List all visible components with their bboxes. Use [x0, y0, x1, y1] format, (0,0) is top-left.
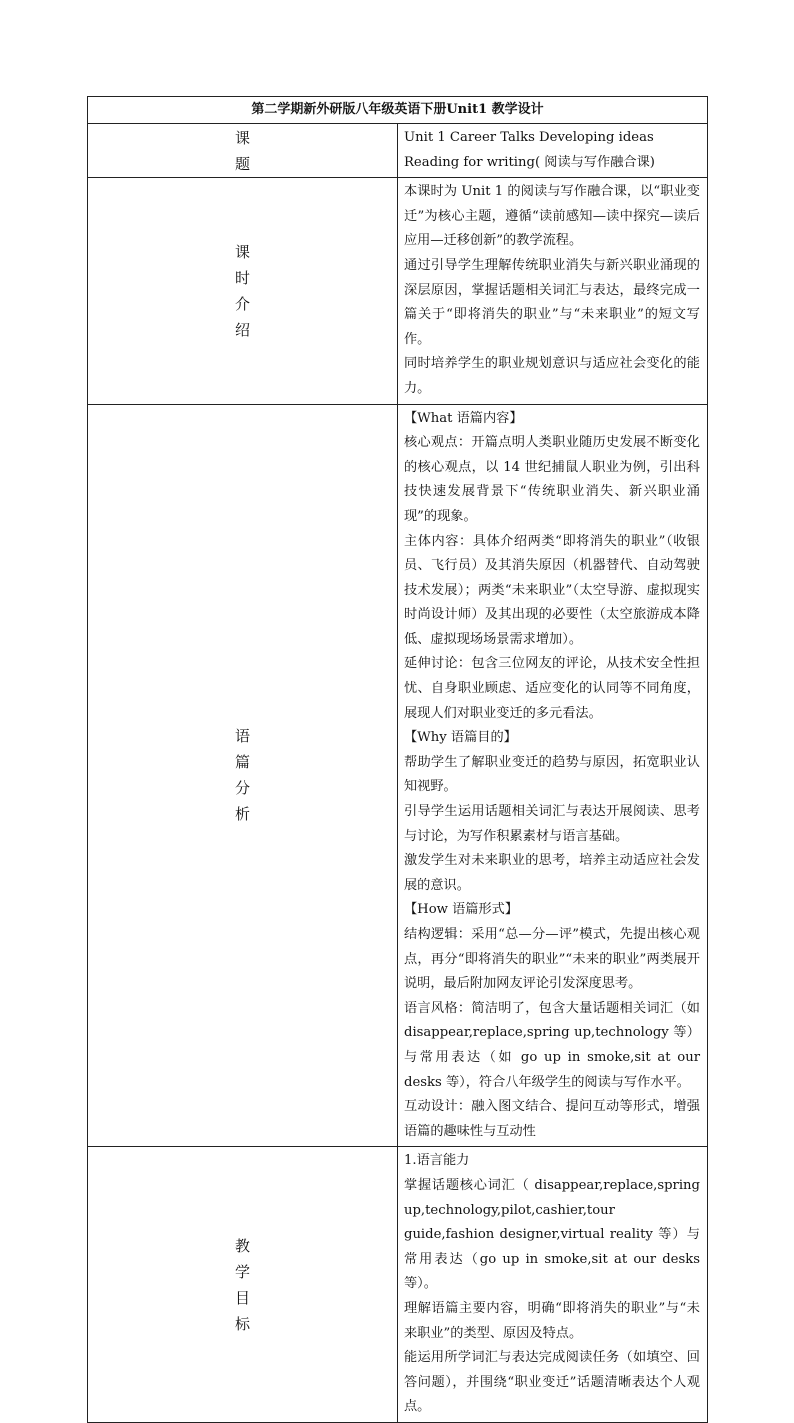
intro-paragraph: 本课时为 Unit 1 的阅读与写作融合课，以“职业变迁”为核心主题，遵循“读前感知—读中探究—读后应用—迁移创新”的教学流程。: [404, 184, 700, 249]
analysis-label: 语 篇 分 析: [234, 727, 250, 824]
intro-paragraph: 通过引导学生理解传统职业消失与新兴职业涌现的深层原因，掌握话题相关词汇与表达，最终完成一篇关于“即将消失的职业”与“未来职业”的短文写作。: [404, 257, 700, 347]
intro-row: [88, 178, 708, 404]
how-heading: 【How 语篇形式】: [404, 902, 519, 918]
goals-label-cell: [88, 1147, 398, 1423]
topic-text: Unit 1 Career Talks Developing ideas Reading for writing( 阅读与写作融合课): [398, 124, 708, 178]
lesson-plan-table: [87, 96, 708, 1423]
what-paragraph: 核心观点：开篇点明人类职业随历史发展不断变化的核心观点，以 14 世纪捕鼠人职业为例，引出科技快速发展背景下“传统职业消失、新兴职业涌现”的现象。: [404, 435, 700, 524]
topic-label: 课 题: [234, 128, 250, 173]
why-paragraph: 激发学生对未来职业的思考，培养主动适应社会发展的意识。: [404, 853, 700, 893]
document-title: 第二学期新外研版八年级英语下册Unit1 教学设计: [88, 97, 708, 124]
why-paragraph: 引导学生运用话题相关词汇与表达开展阅读、思考与讨论，为写作积累素材与语言基础。: [404, 804, 700, 844]
analysis-label-cell: [88, 404, 398, 1147]
goals-paragraph: 1.语言能力: [404, 1153, 470, 1169]
analysis-content: [398, 404, 708, 1147]
goals-row: [88, 1147, 708, 1423]
goals-label: 教 学 目 标: [234, 1236, 250, 1333]
why-heading: 【Why 语篇目的】: [404, 730, 517, 746]
title-row: [88, 97, 708, 124]
how-paragraph: 结构逻辑：采用“总—分—评”模式，先提出核心观点，再分“即将消失的职业”“未来的职业”两类展开说明，最后附加网友评论引发深度思考。: [404, 927, 700, 992]
goals-paragraph: 理解语篇主要内容，明确“即将消失的职业”与“未来职业”的类型、原因及特点。: [404, 1300, 700, 1341]
topic-label-cell: [88, 124, 398, 178]
intro-label: 课 时 介 绍: [234, 242, 250, 339]
goals-content: [398, 1147, 708, 1423]
analysis-row: [88, 404, 708, 1147]
intro-paragraph: 同时培养学生的职业规划意识与适应社会变化的能力。: [404, 356, 700, 396]
goals-paragraph: 掌握话题核心词汇（ disappear,replace,spring up,technology,pilot,cashier,tour guide,fashion designer,virtual reality 等）与常用表达（go up in smoke,sit at our desks 等）。: [404, 1177, 700, 1292]
why-paragraph: 帮助学生了解职业变迁的趋势与原因，拓宽职业认知视野。: [404, 754, 700, 795]
intro-label-cell: [88, 178, 398, 404]
how-paragraph: 语言风格：简洁明了，包含大量话题相关词汇（如 disappear,replace,spring up,technology 等）与常用表达（如 go up in smoke,sit at our desks 等），符合八年级学生的阅读与写作水平。: [404, 1000, 700, 1090]
topic-row: [88, 124, 708, 178]
goals-paragraph: 能运用所学词汇与表达完成阅读任务（如填空、回答问题），并围绕“职业变迁”话题清晰表达个人观点。: [404, 1350, 700, 1415]
what-heading: 【What 语篇内容】: [404, 410, 523, 426]
how-paragraph: 互动设计：融入图文结合、提问互动等形式，增强语篇的趣味性与互动性: [404, 1099, 700, 1139]
what-paragraph: 主体内容：具体介绍两类“即将消失的职业”（收银员、飞行员）及其消失原因（机器替代、自动驾驶技术发展）；两类“未来职业”（太空导游、虚拟现实时尚设计师）及其出现的必要性（太空旅游成本降低、虚拟现场场景需求增加）。: [404, 533, 700, 647]
what-paragraph: 延伸讨论：包含三位网友的评论，从技术安全性担忧、自身职业顾虑、适应变化的认同等不同角度，展现人们对职业变迁的多元看法。: [404, 656, 700, 721]
intro-content: [398, 178, 708, 404]
